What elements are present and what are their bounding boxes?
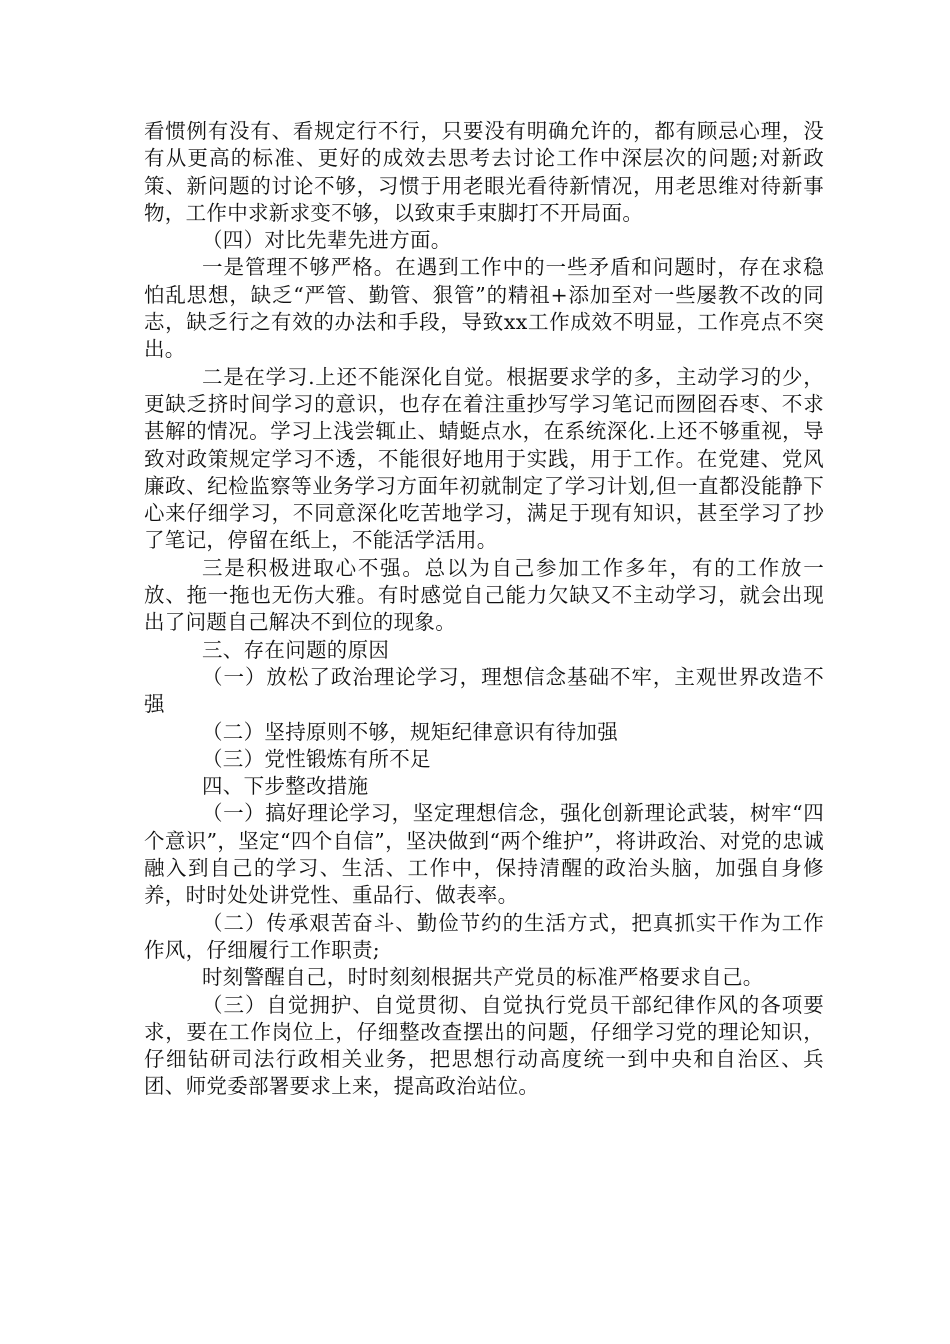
paragraph-study: 二是在学习.上还不能深化自觉。根据要求学的多，主动学习的少，更缺乏挤时间学习的意识，也存在着注重抄写学习笔记而囫囵吞枣、不求甚解的情况。学习上浅尝辄止、蜻蜓点水，在系统深化.上还不够重视，导致对政策规定学习不透，不能很好地用于实践，用于工作。在党建、党风廉政、纪检监察等业务学习方面年初就制定了学习计划,但一直都没能静下心来仔细学习，不同意深化吃苦地学习，满足于现有知识，甚至学习了抄了笔记，停留在纸上，不能活学活用。 <box>144 364 824 553</box>
document-page <box>144 118 824 1101</box>
section-heading-comparison: （四）对比先辈先进方面。 <box>202 228 452 253</box>
section-heading-measures: 四、下步整改措施 <box>202 774 369 799</box>
cause-item-2: （二）坚持原则不够，规矩纪律意识有待加强 <box>202 719 618 744</box>
paragraph-management: 一是管理不够严格。在遇到工作中的一些矛盾和问题时，存在求稳怕乱思想，缺乏“严管、勤管、狠管”的精祖+添加至对一些屡教不改的同志，缺乏行之有效的办法和手段，导致xx工作成效不明显，工作亮点不突出。 <box>144 255 824 362</box>
measure-item-2-continued: 时刻警醒自己，时时刻刻根据共产党员的标准严格要求自己。 <box>202 965 764 990</box>
cause-item-1: （一）放松了政治理论学习，理想信念基础不牢，主观世界改造不强 <box>144 664 824 717</box>
section-heading-causes: 三、存在问题的原因 <box>202 637 390 662</box>
measure-item-2: （二）传承艰苦奋斗、勤俭节约的生活方式，把真抓实干作为工作作风，仔细履行工作职责; <box>144 910 824 962</box>
paragraph-continuation: 看惯例有没有、看规定行不行，只要没有明确允许的，都有顾忌心理，没有从更高的标准、更好的成效去思考去讨论工作中深层次的问题;对新政策、新问题的讨论不够，习惯于用老眼光看待新情况，用老思维对待新事物，工作中求新求变不够，以致束手束脚打不开局面。 <box>144 119 824 225</box>
cause-item-3: （三）党性锻炼有所不足 <box>202 746 431 771</box>
measure-item-1: （一）搞好理论学习，坚定理想信念，强化创新理论武装，树牢“四个意识”，坚定“四个自信”，坚决做到“两个维护”，将讲政治、对党的忠诚融入到自己的学习、生活、工作中，保持清醒的政治头脑，加强自身修养，时时处处讲党性、重品行、做表率。 <box>144 801 824 908</box>
paragraph-ambition: 三是积极进取心不强。总以为自己参加工作多年，有的工作放一放、拖一拖也无伤大雅。有时感觉自己能力欠缺又不主动学习，就会出现出了问题自己解决不到位的现象。 <box>144 555 824 635</box>
measure-item-3: （三）自觉拥护、自觉贯彻、自觉执行党员干部纪律作风的各项要求，要在工作岗位上，仔细整改查摆出的问题，仔细学习党的理论知识，仔细钻研司法行政相关业务，把思想行动高度统一到中央和自治区、兵团、师党委部署要求上来，提高政治站位。 <box>144 992 824 1099</box>
